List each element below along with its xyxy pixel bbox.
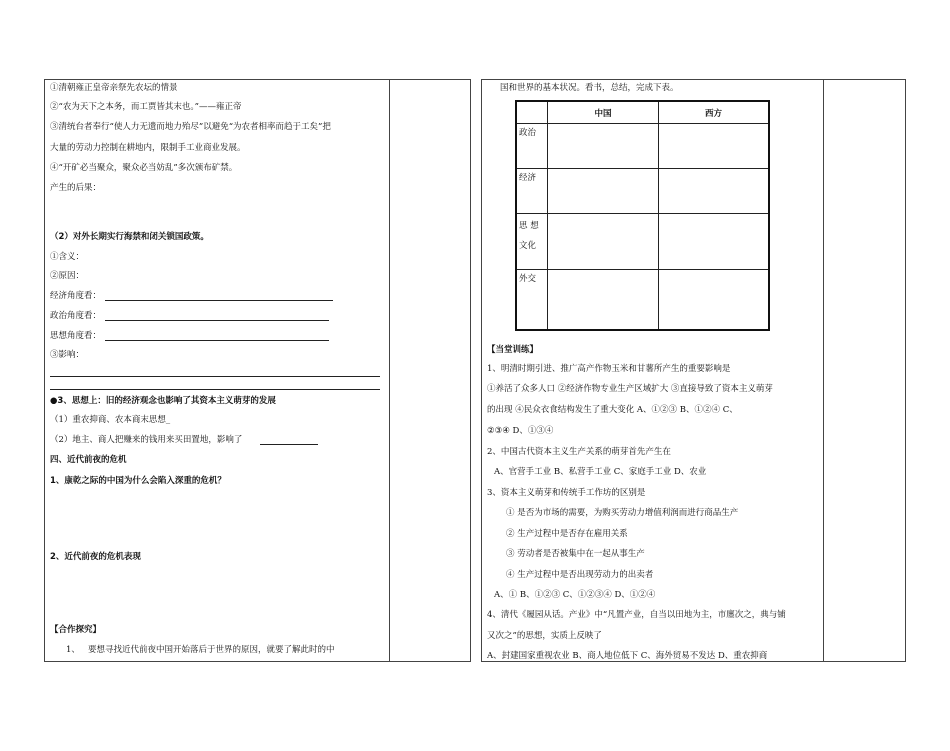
right-margin-notes-box — [823, 79, 906, 662]
thought-heading: ●3、思想上：旧的经济观念也影响了其资本主义萌芽的发展 — [50, 396, 276, 406]
politics-view-label: 政治角度看： — [50, 311, 102, 321]
thought-item: （1）重农抑商、农本商末思想_ — [50, 415, 171, 425]
question-line: 1、明清时期引进、推广高产作物玉米和甘薯所产生的重要影响是 — [487, 364, 731, 374]
question-heading: 1、康乾之际的中国为什么会陷入深重的危机？ — [50, 476, 226, 486]
question-line: A、官营手工业 B、私营手工业 C、家庭手工业 D、农业 — [494, 467, 707, 477]
text-line: 产生的后果： — [50, 183, 102, 193]
text-line: ②“农为天下之本务，而工贾皆其末也。”——雍正帝 — [50, 102, 242, 112]
answer-cell[interactable] — [659, 270, 770, 330]
answer-cell[interactable] — [659, 214, 770, 270]
answer-blank-line[interactable] — [105, 300, 333, 301]
row-label-economy: 经济 — [516, 169, 548, 214]
question-line: 的出现 ④民众衣食结构发生了重大变化 A、①②③ B、①②④ C、 — [487, 405, 738, 415]
coop-item-text: 要想寻找近代前夜中国开始落后于世界的原因，就要了解此时的中 — [88, 645, 335, 655]
answer-blank-line[interactable] — [50, 389, 380, 390]
left-margin-notes-box — [389, 79, 471, 662]
impact-label: ③影响： — [50, 350, 85, 360]
answer-blank-line[interactable] — [50, 376, 380, 377]
question-heading: 2、近代前夜的危机表现 — [50, 552, 141, 562]
table-row — [516, 169, 769, 214]
table-row — [516, 124, 769, 169]
column-header-west: 西方 — [659, 101, 770, 124]
question-line: ② 生产过程中是否存在雇用关系 — [506, 529, 628, 539]
meaning-label: ①含义： — [50, 252, 85, 262]
text-line: ①清朝雍正皇帝亲祭先农坛的情景 — [50, 83, 178, 93]
column-header-china: 中国 — [548, 101, 659, 124]
table-intro: 国和世界的基本状况。看书，总结，完成下表。 — [500, 83, 679, 93]
table-header-row — [516, 101, 769, 124]
answer-cell[interactable] — [548, 169, 659, 214]
answer-cell[interactable] — [548, 270, 659, 330]
question-line: 4、清代《履园从话。产业》中“凡置产业，自当以田地为主，市廛次之，典与铺 — [487, 610, 786, 620]
econ-view-label: 经济角度看： — [50, 291, 102, 301]
thought-item: （2）地主、商人把赚来的钱用来买田置地，影响了 — [50, 435, 243, 445]
table-row — [516, 270, 769, 330]
coop-heading: 【合作探究】 — [50, 625, 102, 635]
coop-item-number: 1、 — [66, 645, 80, 655]
answer-blank-line[interactable] — [105, 340, 329, 341]
practice-heading: 【当堂训练】 — [487, 345, 539, 355]
answer-cell[interactable] — [548, 124, 659, 169]
policy-heading: （2）对外长期实行海禁和闭关锁国政策。 — [50, 232, 209, 242]
question-line: ① 是否为市场的需要，为购买劳动力增值利润而进行商品生产 — [506, 508, 739, 518]
question-line: ④ 生产过程中是否出现劳动力的出卖者 — [506, 570, 654, 580]
section-heading: 四、近代前夜的危机 — [50, 455, 127, 465]
answer-cell[interactable] — [659, 169, 770, 214]
answer-cell[interactable] — [548, 214, 659, 270]
comparison-table — [515, 100, 770, 331]
table-row — [516, 214, 769, 270]
answer-blank-line[interactable] — [105, 320, 329, 321]
question-line: 2、中国古代资本主义生产关系的萌芽首先产生在 — [487, 447, 671, 457]
thought-view-label: 思想角度看： — [50, 331, 102, 341]
answer-cell[interactable] — [659, 124, 770, 169]
text-line: 大量的劳动力控制在耕地内，限制手工业商业发展。 — [50, 143, 246, 153]
question-line: ①养活了众多人口 ②经济作物专业生产区域扩大 ③直接导致了资本主义萌芽 — [487, 384, 773, 394]
question-line: 又次之”的思想，实质上反映了 — [487, 631, 602, 641]
answer-blank-line[interactable] — [260, 444, 318, 445]
text-line: ③清统台者奉行“使人力无遗而地力殆尽”以避免“为农者相率而趋于工矣”把 — [50, 122, 331, 132]
row-label-politics: 政治 — [516, 124, 548, 169]
question-line: A、① B、①②③ C、①②③④ D、①②④ — [494, 590, 656, 600]
table-corner — [516, 101, 548, 124]
row-label-culture: 思 想 文化 — [516, 214, 548, 270]
question-line: ②③④ D、①③④ — [487, 426, 554, 436]
question-line: A、封建国家重视农业 B、商人地位低下 C、海外贸易不发达 D、重农抑商 — [487, 651, 768, 661]
row-label-diplomacy: 外交 — [516, 270, 548, 330]
reason-label: ②原因： — [50, 271, 85, 281]
question-line: 3、资本主义萌芽和传统手工作坊的区别是 — [487, 488, 646, 498]
text-line: ④“开矿必当聚众，聚众必当妨乱”多次颁布矿禁。 — [50, 163, 238, 173]
question-line: ③ 劳动者是否被集中在一起从事生产 — [506, 549, 645, 559]
